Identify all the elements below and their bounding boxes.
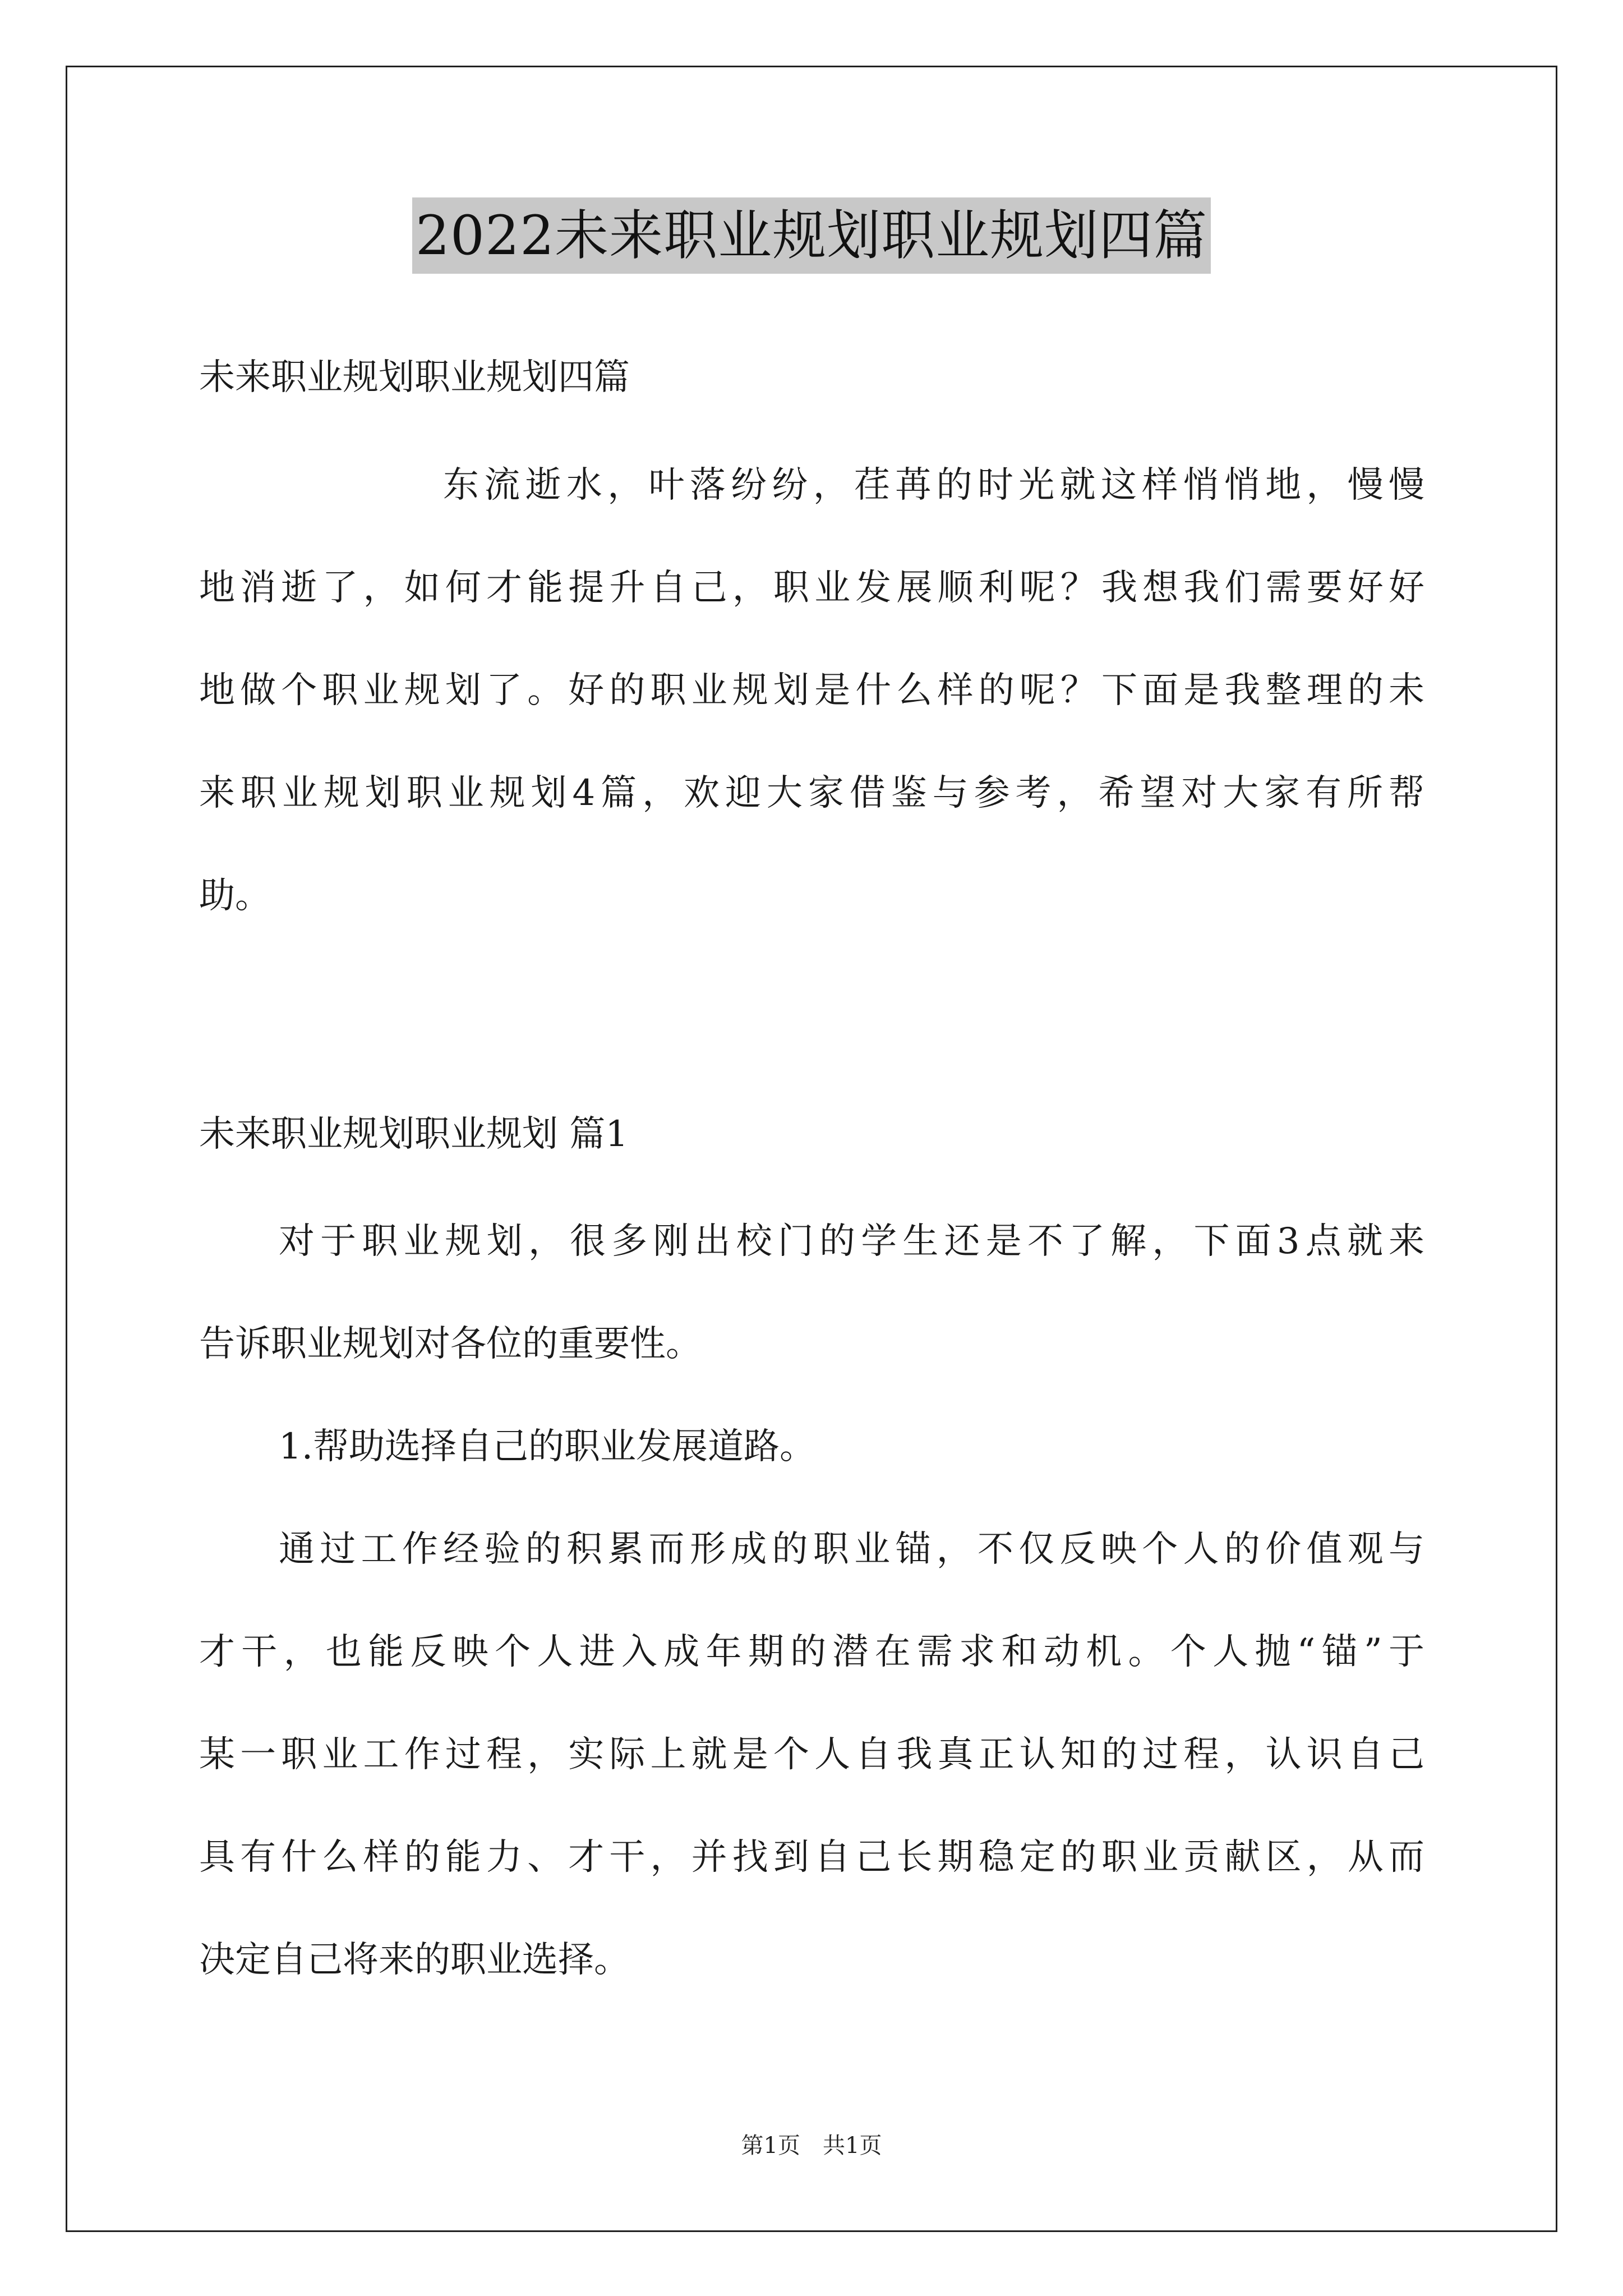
section-line-3: 1.帮助选择自己的职业发展道路。 bbox=[279, 1426, 816, 1467]
intro-line-4: 来职业规划职业规划4篇，欢迎大家借鉴与参考，希望对大家有所帮 bbox=[199, 772, 1424, 814]
section-line-7: 具有什么样的能力、才干，并找到自己长期稳定的职业贡献区，从而 bbox=[199, 1837, 1424, 1878]
section-line-8: 决定自己将来的职业选择。 bbox=[199, 1939, 630, 1981]
intro-line-1: 东流逝水，叶落纷纷，荏苒的时光就这样悄悄地，慢慢 bbox=[443, 464, 1424, 506]
section-line-5: 才干，也能反映个人进入成年期的潜在需求和动机。个人抛“锚”于 bbox=[199, 1631, 1424, 1673]
intro-line-3: 地做个职业规划了。好的职业规划是什么样的呢？下面是我整理的未 bbox=[199, 670, 1424, 711]
section-line-2: 告诉职业规划对各位的重要性。 bbox=[199, 1323, 702, 1365]
title-container bbox=[0, 197, 1623, 274]
section-line-1: 对于职业规划，很多刚出校门的学生还是不了解，下面3点就来 bbox=[279, 1221, 1424, 1262]
document-title: 2022未来职业规划职业规划四篇 bbox=[412, 197, 1211, 274]
document-subtitle: 未来职业规划职业规划四篇 bbox=[199, 357, 630, 398]
section-line-6: 某一职业工作过程，实际上就是个人自我真正认知的过程，认识自己 bbox=[199, 1734, 1424, 1775]
section-heading: 未来职业规划职业规划 篇1 bbox=[199, 1114, 629, 1155]
page-footer: 第1页 共1页 bbox=[741, 2133, 882, 2159]
intro-line-5: 助。 bbox=[199, 875, 271, 917]
section-line-4: 通过工作经验的积累而形成的职业锚，不仅反映个人的价值观与 bbox=[279, 1529, 1424, 1570]
intro-line-2: 地消逝了，如何才能提升自己，职业发展顺利呢？我想我们需要好好 bbox=[199, 567, 1424, 609]
